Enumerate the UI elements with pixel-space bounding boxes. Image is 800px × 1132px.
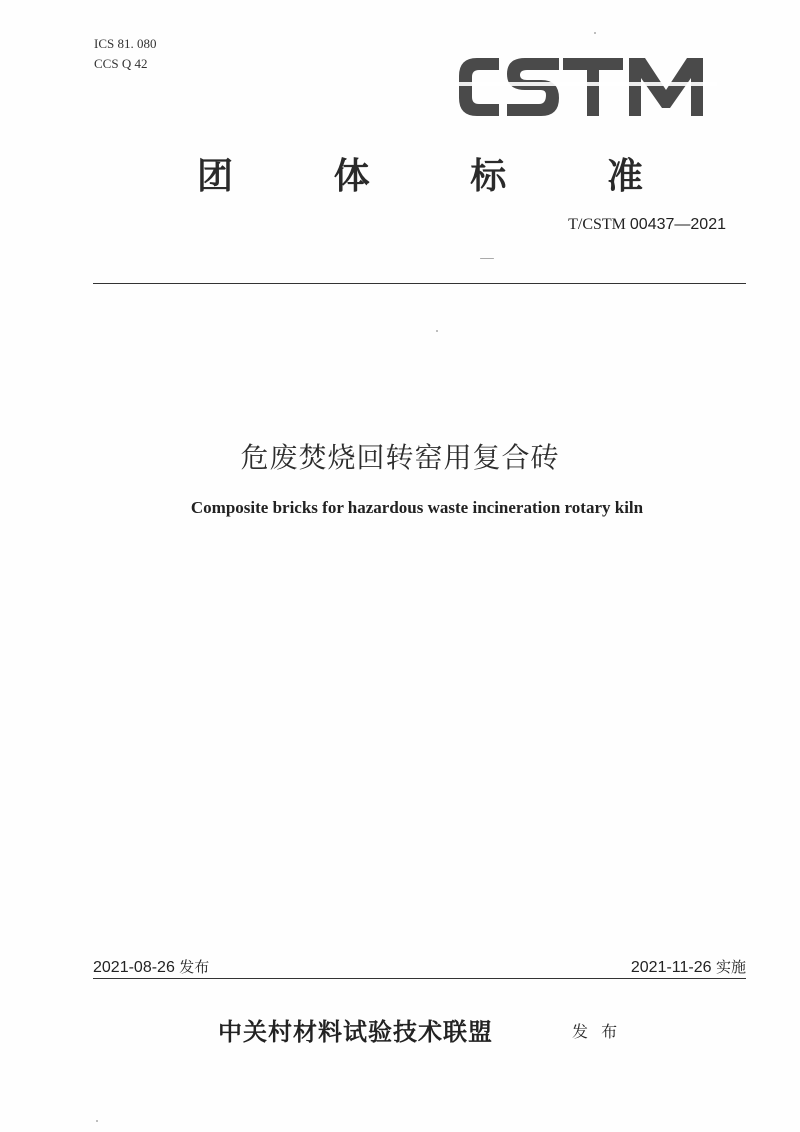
- standard-number: [568, 216, 726, 234]
- heading-char-1: 团: [196, 156, 233, 197]
- issue-label: 发布: [179, 958, 210, 976]
- issue-date-block: [93, 956, 209, 977]
- document-title-english: Composite bricks for hazardous waste incineration rotary kiln: [190, 498, 644, 517]
- standard-number-prefix: T/CSTM: [568, 216, 630, 233]
- standard-number-code: 00437—2021: [629, 216, 726, 233]
- scan-speck: [436, 330, 438, 332]
- heading-char-2: 体: [333, 156, 370, 197]
- publisher-name: 中关村材料试验技术联盟: [218, 1017, 493, 1046]
- classification-codes: [94, 34, 156, 74]
- ccs-code: CCS Q 42: [94, 56, 148, 71]
- effective-label: 实施: [715, 958, 746, 976]
- ics-code: ICS 81. 080: [94, 36, 157, 51]
- effective-date: 2021-11-26: [630, 959, 712, 976]
- issue-date: 2021-08-26: [93, 959, 175, 976]
- top-divider: [93, 283, 746, 284]
- effective-date-block: [631, 956, 746, 977]
- scan-speck: [480, 258, 494, 259]
- publisher-label: 发 布: [572, 1022, 622, 1041]
- heading-char-4: 准: [606, 156, 643, 197]
- standard-type-heading: [190, 148, 650, 199]
- cstm-logo: [455, 52, 717, 122]
- document-title-chinese: 危废焚烧回转窑用复合砖: [240, 441, 560, 474]
- scan-speck: [594, 32, 596, 34]
- bottom-divider: [93, 978, 746, 979]
- scan-speck: [96, 1120, 98, 1122]
- heading-char-3: 标: [470, 156, 507, 197]
